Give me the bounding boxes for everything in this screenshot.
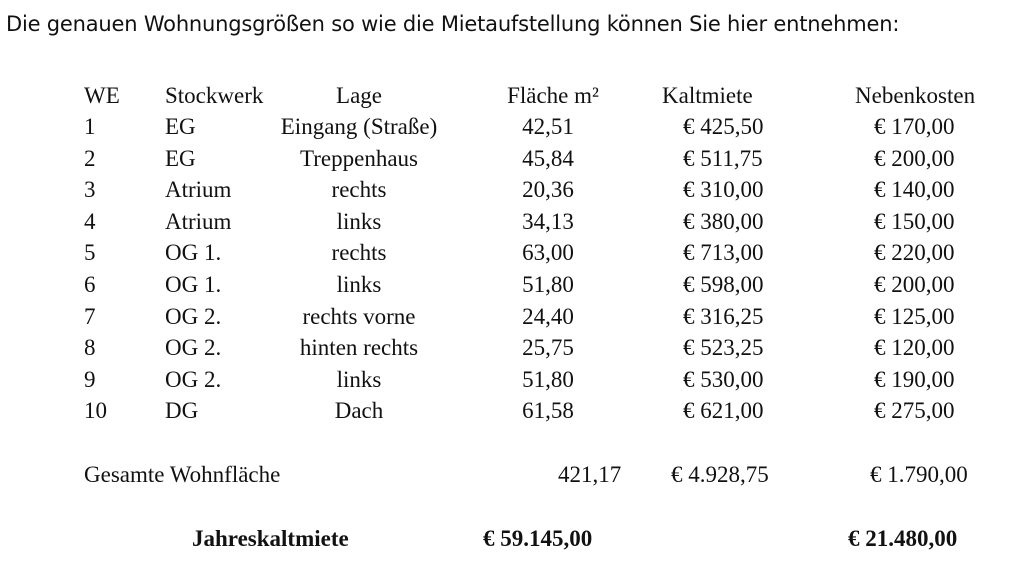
cell-we: 9 xyxy=(84,366,96,392)
intro-text: Die genauen Wohnungsgrößen so wie die Mietaufstellung können Sie hier entnehmen: xyxy=(6,12,900,36)
table-row xyxy=(0,304,1024,334)
table-row xyxy=(0,398,1024,428)
cell-stockwerk: OG 1. xyxy=(165,240,222,266)
cell-nebenkosten: € 275,00 xyxy=(874,398,955,424)
cell-we: 5 xyxy=(84,240,96,266)
cell-nebenkosten: € 200,00 xyxy=(874,145,955,171)
cell-we: 8 xyxy=(84,335,96,361)
totals-label: Gesamte Wohnfläche xyxy=(84,462,281,487)
cell-stockwerk: OG 2. xyxy=(165,335,222,361)
cell-kaltmiete: € 598,00 xyxy=(683,272,764,297)
cell-we: 2 xyxy=(84,145,96,171)
cell-we: 1 xyxy=(84,114,96,139)
cell-stockwerk: OG 2. xyxy=(165,303,222,329)
cell-kaltmiete: € 316,25 xyxy=(683,303,764,329)
cell-nebenkosten: € 220,00 xyxy=(874,240,955,266)
cell-lage-text: Eingang (Straße) xyxy=(280,114,438,139)
totals-row: Gesamte Wohnfläche 421,17 € 4.928,75 € 1.790,00 xyxy=(84,462,968,487)
cell-flaeche-text: 51,80 xyxy=(522,366,574,392)
header-nebenkosten: Nebenkosten xyxy=(855,83,976,108)
cell-nebenkosten: € 120,00 xyxy=(874,335,955,361)
table-row xyxy=(0,209,1024,239)
cell-we: 10 xyxy=(84,398,107,424)
cell-nebenkosten: € 140,00 xyxy=(874,177,955,203)
header-we: WE xyxy=(84,83,120,108)
cell-lage-text: rechts xyxy=(331,240,387,266)
table-row xyxy=(0,367,1024,397)
header-kaltmiete: Kaltmiete xyxy=(662,83,753,108)
cell-stockwerk: Atrium xyxy=(165,177,232,203)
cell-nebenkosten: € 190,00 xyxy=(874,366,955,392)
cell-flaeche-text: 51,80 xyxy=(522,272,574,297)
cell-lage-text: Treppenhaus xyxy=(300,145,418,171)
cell-stockwerk: EG xyxy=(165,145,196,171)
cell-flaeche-text: 63,00 xyxy=(522,240,574,266)
cell-stockwerk: EG xyxy=(165,114,196,139)
cell-lage-text: links xyxy=(336,208,382,234)
table-header-row xyxy=(0,83,1024,113)
cell-lage-text: rechts xyxy=(331,177,387,203)
table-row xyxy=(0,114,1024,144)
cell-stockwerk: OG 1. xyxy=(165,272,222,297)
cell-flaeche-text: 45,84 xyxy=(522,145,574,171)
cell-lage-text: links xyxy=(336,272,382,297)
cell-kaltmiete: € 380,00 xyxy=(683,208,764,234)
table-row xyxy=(0,335,1024,365)
cell-flaeche-text: 20,36 xyxy=(522,177,574,203)
table-row xyxy=(0,177,1024,207)
cell-stockwerk: Atrium xyxy=(165,208,232,234)
header-lage-text: Lage xyxy=(336,83,382,108)
table-row xyxy=(0,272,1024,302)
cell-we: 7 xyxy=(84,303,96,329)
cell-we: 3 xyxy=(84,177,96,203)
cell-nebenkosten: € 150,00 xyxy=(874,208,955,234)
annual-nebenkosten: € 21.480,00 xyxy=(848,526,958,551)
cell-we: 4 xyxy=(84,208,96,234)
totals-nebenkosten: € 1.790,00 xyxy=(870,462,968,487)
cell-stockwerk: OG 2. xyxy=(165,366,222,392)
cell-kaltmiete: € 310,00 xyxy=(683,177,764,203)
totals-kaltmiete: € 4.928,75 xyxy=(671,462,769,487)
table-row xyxy=(0,146,1024,176)
cell-kaltmiete: € 523,25 xyxy=(683,335,764,361)
cell-nebenkosten: € 125,00 xyxy=(874,303,955,329)
cell-nebenkosten: € 170,00 xyxy=(874,114,955,139)
cell-kaltmiete: € 621,00 xyxy=(683,398,764,424)
annual-row: Jahreskaltmiete € 59.145,00 € 21.480,00 xyxy=(192,526,958,551)
cell-lage-text: rechts vorne xyxy=(302,303,416,329)
header-flaeche-text: Fläche m² xyxy=(507,83,599,108)
cell-flaeche-text: 42,51 xyxy=(522,114,574,139)
annual-label: Jahreskaltmiete xyxy=(192,526,349,551)
header-stockwerk: Stockwerk xyxy=(165,83,264,108)
cell-we: 6 xyxy=(84,272,96,297)
cell-kaltmiete: € 511,75 xyxy=(683,145,763,171)
cell-flaeche-text: 61,58 xyxy=(522,398,574,424)
cell-stockwerk: DG xyxy=(165,398,199,424)
cell-flaeche-text: 34,13 xyxy=(522,208,574,234)
cell-lage-text: links xyxy=(336,366,382,392)
cell-flaeche-text: 24,40 xyxy=(522,303,574,329)
cell-lage-text: Dach xyxy=(334,398,384,424)
cell-nebenkosten: € 200,00 xyxy=(874,272,955,297)
cell-kaltmiete: € 713,00 xyxy=(683,240,764,266)
cell-lage-text: hinten rechts xyxy=(299,335,419,361)
table-row xyxy=(0,240,1024,270)
cell-kaltmiete: € 530,00 xyxy=(683,366,764,392)
cell-flaeche-text: 25,75 xyxy=(522,335,574,361)
cell-kaltmiete: € 425,50 xyxy=(683,114,764,139)
